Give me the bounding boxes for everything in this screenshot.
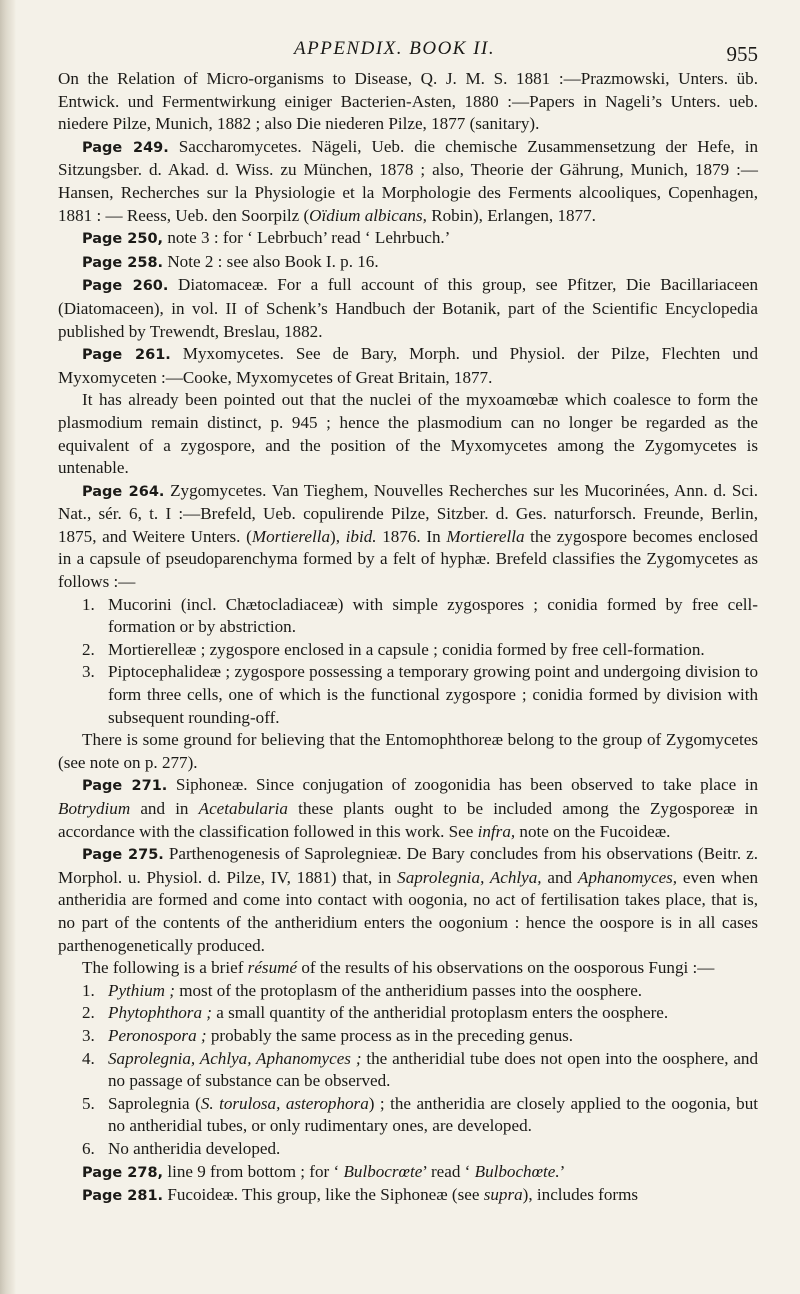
paragraph bbox=[58, 136, 758, 227]
paragraph bbox=[58, 68, 758, 136]
italic-run: Acetabularia bbox=[198, 799, 288, 818]
text-run: and in bbox=[130, 799, 199, 818]
paragraph bbox=[58, 1184, 758, 1208]
paragraph bbox=[58, 227, 758, 251]
text-run: a small quantity of the antheridial protoplasm enters the oosphere. bbox=[211, 1003, 669, 1023]
text-run: Saprolegnia ( bbox=[108, 1093, 201, 1113]
text-run: even when antheridia are formed and come into contact with oogonia, no act of fertilisation takes place, that is, no part of the contents of the antheridium enters the oogonium : hence the oospore is in all cases parthenogenetically produced. bbox=[58, 867, 758, 955]
italic-run: résumé bbox=[247, 958, 298, 978]
italic-run: Saprolegnia, Achlya, bbox=[397, 867, 542, 887]
text-run: ’ read ‘ bbox=[422, 1161, 475, 1181]
list-item bbox=[58, 1093, 758, 1138]
text-run: Note 2 : see also Book I. p. 16. bbox=[163, 251, 379, 271]
italic-run: Pythium ; bbox=[108, 980, 175, 1000]
text-run: ’ bbox=[559, 1161, 566, 1181]
list-item-number: 4. bbox=[82, 1048, 95, 1068]
italic-run: Botrydium bbox=[58, 799, 131, 818]
italic-run: Mortierella bbox=[251, 526, 331, 546]
running-title: APPENDIX. BOOK II. bbox=[294, 38, 496, 59]
paragraph bbox=[58, 251, 758, 275]
text-run: the zygospore becomes enclosed in a capsule of pseudoparenchyma formed by a felt of hyphæ. Brefeld classifies the Zygomycetes as follows :— bbox=[58, 526, 758, 592]
paragraph bbox=[58, 343, 758, 389]
list-item bbox=[58, 661, 758, 729]
page-reference-label: Page 258. bbox=[82, 254, 164, 271]
text-run: 1876. In bbox=[376, 526, 447, 546]
list-item bbox=[58, 1138, 758, 1161]
italic-run: Phytophthora ; bbox=[108, 1003, 212, 1023]
page-number: 955 bbox=[726, 42, 758, 66]
text-run: most of the protoplasm of the antheridium passes into the oosphere. bbox=[174, 980, 643, 1000]
list-item-number: 2. bbox=[82, 1003, 95, 1023]
list-item-number: 1. bbox=[82, 594, 95, 614]
list-item bbox=[58, 639, 758, 662]
italic-run: infra, bbox=[477, 821, 516, 841]
paragraph bbox=[58, 480, 758, 594]
text-run: ), includes forms bbox=[522, 1185, 639, 1205]
text-run: Myxomycetes. See de Bary, Morph. und Physiol. der Pilze, Flechten und Myxomyceten :—Cooke, Myxomycetes of Great Britain, 1877. bbox=[58, 344, 758, 387]
page-reference-label: Page 264. bbox=[82, 483, 165, 500]
text-run: No antheridia developed. bbox=[108, 1138, 281, 1158]
paragraph bbox=[58, 774, 758, 843]
page-reference-label: Page 260. bbox=[82, 278, 169, 295]
text-run: On the Relation of Micro-organisms to Disease, Q. J. M. S. 1881 :—Prazmowski, Unters. üb. Entwick. und Fermentwirkung einiger Bacterien-Asten, 1880 :—Papers in Nageli’s Unters. ueb. niedere Pilze, Munich, 1882 ; also Die niederen Pilze, 1877 (sanitary). bbox=[58, 69, 758, 134]
text-run: Saccharomycetes. Nägeli, Ueb. die chemische Zusammensetzung der Hefe, in Sitzungsber. d. Akad. d. Wiss. zu München, 1878 ; also, Theorie der Gährung, Munich, 1879 :—Hansen, Recherches sur la Physiologie et la Morphologie des Ferments alcooliques, Copenhagen, 1881 : — Reess, Ueb. den Soorpilz ( bbox=[58, 136, 758, 225]
book-page bbox=[58, 34, 758, 1208]
list-item bbox=[58, 594, 758, 639]
italic-run: Peronospora ; bbox=[108, 1025, 207, 1045]
text-run: ), bbox=[330, 526, 346, 546]
body-text bbox=[58, 68, 758, 1208]
text-run: these plants ought to be included among the Zygosporeæ in accordance with the classification followed in this work. See bbox=[58, 799, 758, 841]
italic-run: ibid. bbox=[345, 526, 377, 546]
page-reference-label: Page 278, bbox=[82, 1164, 164, 1181]
text-run: Mortierelleæ ; zygospore enclosed in a capsule ; conidia formed by free cell-formation. bbox=[108, 639, 705, 659]
page-reference-label: Page 261. bbox=[82, 347, 171, 364]
italic-run: Mortierella bbox=[446, 526, 525, 546]
list-item-number: 6. bbox=[82, 1138, 95, 1158]
page-reference-label: Page 275. bbox=[82, 847, 164, 864]
text-run: ) ; the antheridia are closely applied to the oogonia, but no antheridial tubes, or only rudimentary ones, are developed. bbox=[108, 1093, 758, 1136]
list-item-number: 5. bbox=[82, 1093, 95, 1113]
running-header bbox=[58, 34, 758, 68]
list-item-number: 1. bbox=[82, 980, 95, 1000]
italic-run: Saprolegnia, Achlya, Aphanomyces ; bbox=[108, 1048, 362, 1068]
paragraph bbox=[58, 843, 758, 957]
list-item-number: 3. bbox=[82, 1025, 95, 1045]
text-run: Zygomycetes. Van Tieghem, Nouvelles Recherches sur les Mucorinées, Ann. d. Sci. Nat., sér. 6, t. I :—Brefeld, Ueb. copulirende Pilze, Sitzber. d. Ges. naturforsch. Freunde, Berlin, 1875, and Weitere Unters. ( bbox=[58, 480, 758, 546]
text-run: Fucoideæ. This group, like the Siphoneæ (see bbox=[163, 1185, 484, 1205]
italic-run: Oïdium albicans bbox=[309, 205, 423, 225]
text-run: Siphoneæ. Since conjugation of zoogonidia has been observed to take place in bbox=[167, 775, 758, 795]
list-item bbox=[58, 980, 758, 1003]
text-run: note 3 : for ‘ Lebrbuch’ read ‘ Lehrbuch.’ bbox=[163, 228, 451, 248]
paragraph bbox=[58, 957, 758, 980]
page-reference-label: Page 281. bbox=[82, 1188, 164, 1205]
text-run: probably the same process as in the preceding genus. bbox=[206, 1025, 574, 1045]
italic-run: Bulbochœte. bbox=[474, 1161, 560, 1181]
paragraph bbox=[58, 1161, 758, 1185]
text-run: line 9 from bottom ; for ‘ bbox=[163, 1161, 344, 1181]
text-run: , Robin), Erlangen, 1877. bbox=[422, 205, 596, 225]
italic-run: Aphanomyces, bbox=[577, 867, 678, 887]
italic-run: S. torulosa, asterophora bbox=[200, 1093, 369, 1113]
text-run: Diatomaceæ. For a full account of this group, see Pfitzer, Die Bacillariaceen (Diatomaceen), in vol. II of Schenk’s Handbuch der Botanik, part of the Scientific Encyclopedia published by Trewendt, Breslau, 1882. bbox=[58, 275, 758, 341]
text-run: of the results of his observations on the oosporous Fungi :— bbox=[297, 958, 715, 978]
page-reference-label: Page 250, bbox=[82, 231, 164, 248]
text-run: Piptocephalideæ ; zygospore possessing a temporary growing point and undergoing division to form three cells, one of which is the functional zygospore ; conidia formed by division with subsequent rounding-off. bbox=[108, 662, 758, 727]
text-run: It has already been pointed out that the nuclei of the myxoamœbæ which coalesce to form the plasmodium remain distinct, p. 945 ; hence the plasmodium can no longer be regarded as the equivalent of a zygospore, and the position of the Myxomycetes among the Zygomycetes is untenable. bbox=[58, 390, 758, 478]
paragraph bbox=[58, 389, 758, 479]
list-item-number: 2. bbox=[82, 639, 95, 659]
paragraph bbox=[58, 729, 758, 774]
text-run: Mucorini (incl. Chætocladiaceæ) with simple zygospores ; conidia formed by free cell-formation or by abstriction. bbox=[108, 594, 758, 637]
page-reference-label: Page 249. bbox=[82, 139, 169, 156]
italic-run: supra bbox=[483, 1185, 523, 1205]
text-run: the antheridial tube does not open into the oosphere, and no passage of substance can be observed. bbox=[108, 1048, 758, 1091]
book-spine-shadow bbox=[0, 0, 16, 1294]
italic-run: Bulbocrœte bbox=[343, 1161, 423, 1181]
list-item bbox=[58, 1025, 758, 1048]
list-item bbox=[58, 1048, 758, 1093]
list-item bbox=[58, 1002, 758, 1025]
text-run: and bbox=[541, 867, 578, 887]
text-run: note on the Fucoideæ. bbox=[515, 821, 671, 841]
page-reference-label: Page 271. bbox=[82, 778, 168, 795]
list-item-number: 3. bbox=[82, 662, 95, 682]
text-run: The following is a brief bbox=[82, 958, 248, 978]
paragraph bbox=[58, 274, 758, 343]
text-run: Parthenogenesis of Saprolegnieæ. De Bary concludes from his observations (Beitr. z. Morphol. u. Physiol. d. Pilze, IV, 1881) that, in bbox=[58, 844, 758, 887]
text-run: There is some ground for believing that the Entomophthoreæ belong to the group of Zygomycetes (see note on p. 277). bbox=[58, 730, 758, 772]
